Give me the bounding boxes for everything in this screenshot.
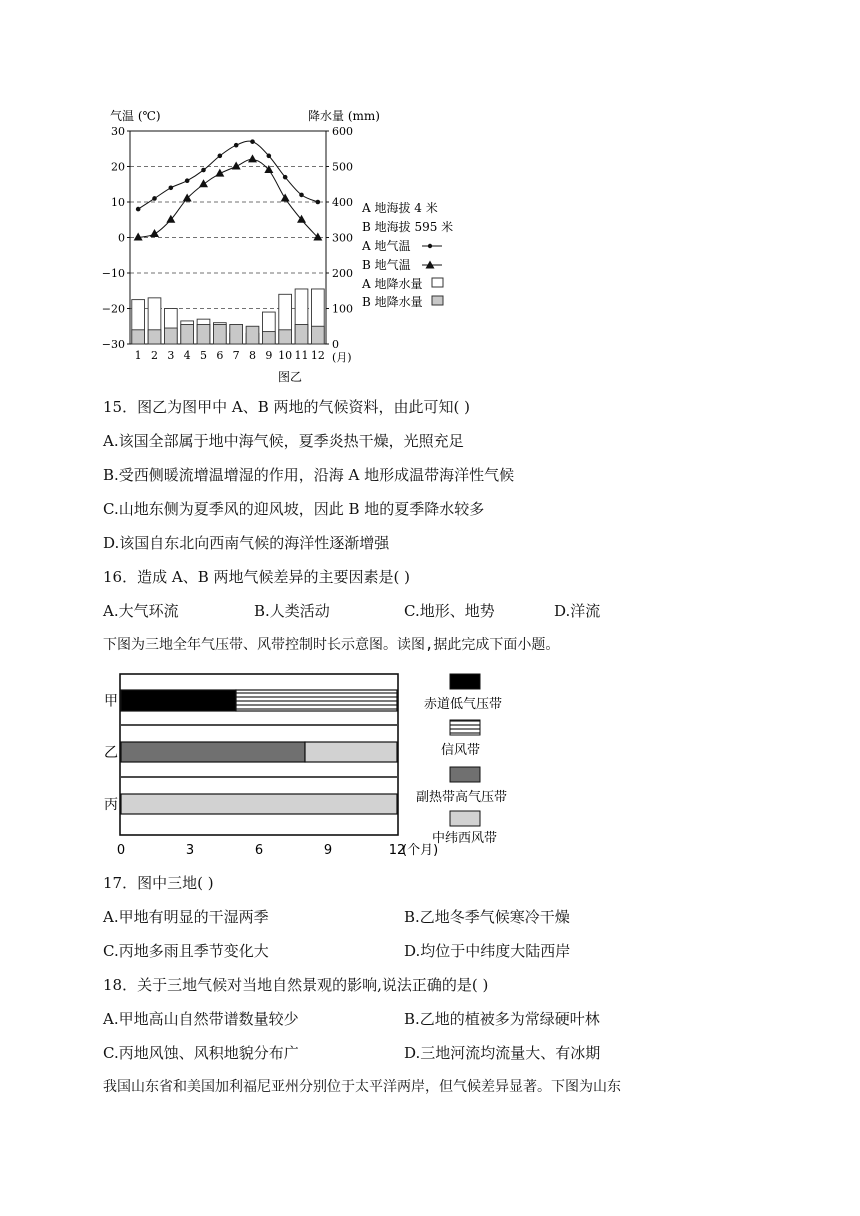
a-temp-point [250,139,255,144]
b-precip-bar [311,326,324,344]
b-precip-bar [246,326,259,344]
right-tick-label: 0 [332,338,339,351]
x-tick-label: 3 [185,843,195,858]
x-tick-label: 6 [254,843,264,858]
b-precip-bar [230,324,243,344]
b-precip-bar [148,330,161,344]
x-tick-label: 0 [116,843,126,858]
legend-a-temp: A 地气温 [362,239,411,253]
belt-bar-westerlies [121,794,397,814]
b-precip-bar [279,330,292,344]
b-precip-bar [181,324,194,344]
x-tick-label: 12 [388,843,406,858]
a-temp-point [218,154,223,159]
question-18-stem: 18．关于三地气候对当地自然景观的影响,说法正确的是( ) [103,976,489,994]
a-temp-point [201,168,206,173]
b-temp-point [232,162,241,170]
question-18-option-c[interactable]: C.丙地风蚀、风积地貌分布广 [103,1044,299,1062]
belt-x-unit: (个月) [402,843,439,858]
b-temp-point [215,169,224,177]
question-15-option-c[interactable]: C.山地东侧为夏季风的迎风坡，因此 B 地的夏季降水较多 [103,500,485,518]
intro-paragraph-2: 下图为三地全年气压带、风带控制时长示意图。读图,据此完成下面小题。 [103,637,560,653]
question-15-option-d[interactable]: D.该国自东北向西南气候的海洋性逐渐增强 [103,534,390,552]
belt-legend [416,674,507,846]
legend-a-temp-symbol [422,244,442,248]
legend-trade-wind: 信风带 [441,743,481,758]
month-unit: (月) [332,351,352,364]
month-tick-label: 2 [151,349,158,362]
belt-bar-trade-wind [236,690,397,711]
question-15-option-a[interactable]: A.该国全部属于地中海气候，夏季炎热干燥，光照充足 [103,432,464,450]
b-precip-bar [132,330,145,344]
legend-westerlies: 中纬西风带 [432,831,498,846]
legend-swatch-trade-wind [450,720,480,735]
legend-b-altitude: B 地海拔 595 米 [362,220,454,234]
b-temp-line [138,159,318,237]
legend-subtropical-high: 副热带高气压带 [416,790,508,805]
right-tick-label: 200 [332,267,353,280]
a-temp-line [138,141,318,209]
right-tick-label: 100 [332,302,353,316]
right-tick-label: 600 [332,125,353,138]
belt-bar-equatorial-low [121,690,236,711]
left-tick-label: 0 [118,231,125,245]
question-17-option-d[interactable]: D.均位于中纬度大陆西岸 [404,942,571,960]
month-tick-label: 3 [167,349,175,362]
right-tick-label: 500 [332,160,353,174]
left-axis-title: 气温 (℃) [110,109,161,123]
legend-a-altitude: A 地海拔 4 米 [362,201,438,215]
month-tick-label: 12 [310,349,325,362]
row-label: 甲 [104,693,118,710]
left-tick-label: 30 [111,125,125,138]
right-axis-title: 降水量 (mm) [308,109,380,123]
question-15-option-b[interactable]: B.受西侧暖流增温增湿的作用，沿海 A 地形成温带海洋性气候 [103,466,515,484]
question-17-option-c[interactable]: C.丙地多雨且季节变化大 [103,942,269,960]
a-temp-point [185,178,190,183]
belt-bar-subtropical-high [121,742,305,762]
chart-caption: 图乙 [278,370,303,384]
month-tick-label: 1 [134,349,142,362]
a-temp-point [169,186,174,191]
b-temp-point [199,179,208,187]
left-tick-label: −30 [101,338,125,351]
chart-legend [361,200,453,309]
a-temp-point [152,196,157,201]
row-label: 丙 [104,797,118,813]
b-precip-bar [213,324,226,344]
month-tick-label: 6 [216,349,224,362]
left-tick-label: −10 [101,267,125,280]
right-tick-label: 400 [332,196,353,209]
b-temp-point [281,193,290,201]
question-16-option-d[interactable]: D.洋流 [554,602,601,620]
question-18-option-a[interactable]: A.甲地高山自然带谱数量较少 [103,1010,299,1028]
row-label: 乙 [104,745,118,761]
legend-swatch-equatorial-low [450,674,480,689]
x-tick-label: 9 [323,843,333,858]
month-tick-label: 4 [183,349,191,362]
legend-b-temp-symbol [422,261,442,269]
belt-bar-westerlies [305,742,397,762]
question-17-stem: 17．图中三地( ) [103,874,214,892]
question-16-stem: 16．造成 A、B 两地气候差异的主要因素是( ) [103,568,410,586]
b-temp-point [248,154,257,162]
question-18-option-d[interactable]: D.三地河流均流量大、有冰期 [404,1044,601,1062]
question-17-option-b[interactable]: B.乙地冬季气候寒冷干燥 [404,908,570,926]
left-tick-label: 20 [111,160,125,174]
belt-chart [98,668,538,864]
b-precip-bar [197,324,210,344]
b-precip-bar [262,332,275,344]
month-tick-label: 8 [249,349,256,362]
left-tick-label: 10 [111,196,125,209]
a-temp-point [316,200,321,205]
right-tick-label: 300 [332,231,353,245]
legend-a-precip: A 地降水量 [362,277,423,291]
legend-swatch-subtropical-high [450,767,480,782]
month-tick-label: 7 [232,349,240,362]
climate-chart [100,100,470,390]
question-16-option-c[interactable]: C.地形、地势 [404,602,495,620]
a-temp-point [267,154,272,159]
month-tick-label: 9 [265,349,273,362]
question-16-option-b[interactable]: B.人类活动 [254,602,330,620]
b-precip-bar [164,328,177,344]
question-16-option-a[interactable]: A.大气环流 [103,602,179,620]
legend-b-precip-swatch [432,296,443,305]
question-18-option-b[interactable]: B.乙地的植被多为常绿硬叶林 [404,1010,600,1028]
legend-equatorial-low: 赤道低气压带 [424,697,503,712]
a-temp-point [299,193,304,198]
left-tick-label: −20 [101,302,125,316]
b-temp-point [134,233,143,241]
question-17-option-a[interactable]: A.甲地有明显的干湿两季 [103,908,269,926]
a-temp-point [234,143,239,148]
b-precip-bar [295,324,308,344]
a-temp-point [283,175,288,180]
b-temp-point [150,229,159,237]
month-tick-label: 5 [200,349,207,362]
legend-a-precip-swatch [432,278,443,287]
legend-b-precip: B 地降水量 [362,295,423,309]
month-tick-label: 11 [294,349,309,362]
legend-swatch-westerlies [450,811,480,826]
legend-b-temp: B 地气温 [362,258,411,272]
question-15-stem: 15．图乙为图甲中 A、B 两地的气候资料，由此可知( ) [103,398,470,416]
intro-paragraph-3: 我国山东省和美国加利福尼亚州分别位于太平洋两岸，但气候差异显著。下图为山东 [103,1079,621,1095]
month-tick-label: 10 [278,349,293,362]
a-temp-point [136,207,141,212]
